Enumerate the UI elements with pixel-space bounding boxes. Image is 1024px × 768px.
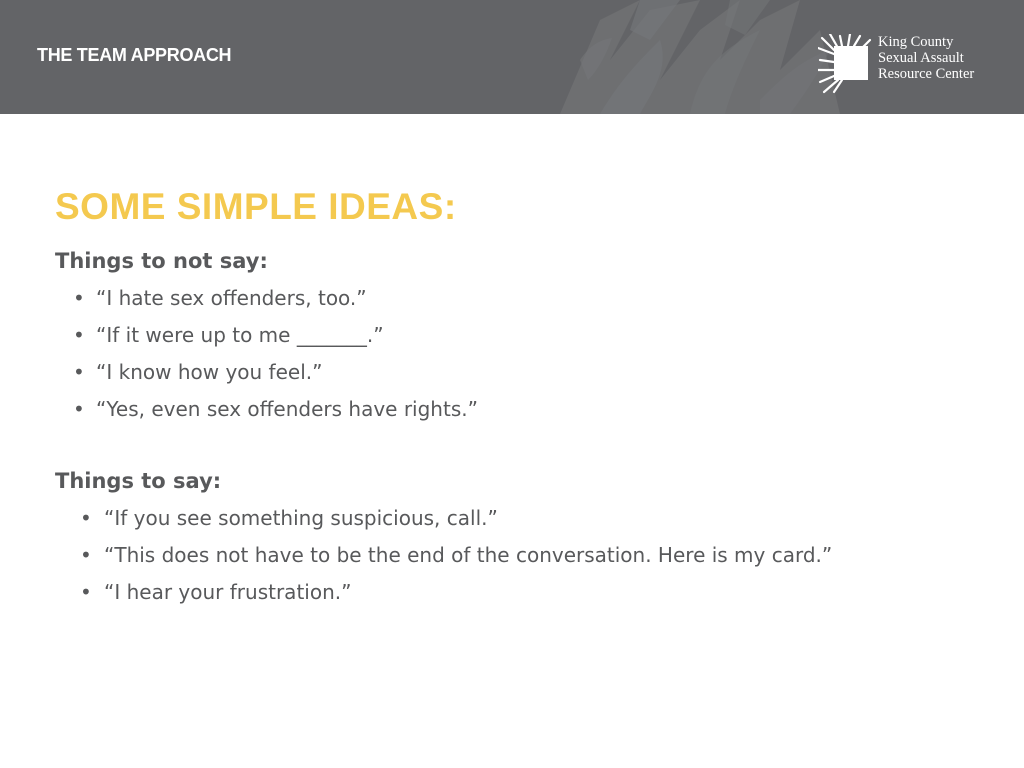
- list-item-text: “If you see something suspicious, call.”: [104, 506, 498, 530]
- sunburst-logo-icon: [818, 34, 874, 94]
- organization-logo: [818, 32, 1008, 96]
- things-not-to-say-group: [55, 248, 478, 422]
- bullet-icon: •: [73, 286, 85, 310]
- bullet-icon: •: [80, 506, 92, 530]
- slide-title: SOME SIMPLE IDEAS:: [55, 186, 457, 227]
- list-item-text: “I hear your frustration.”: [104, 580, 352, 604]
- slide-content: [55, 185, 995, 604]
- list-item: [55, 505, 832, 531]
- list-item: [55, 322, 478, 348]
- logo-line-3: Resource Center: [878, 66, 975, 82]
- list-item: [55, 579, 832, 605]
- group-heading: Things to say:: [55, 469, 222, 493]
- list-item-text: “I hate sex offenders, too.”: [96, 286, 367, 310]
- logo-line-2: Sexual Assault: [878, 50, 964, 66]
- bullet-list: [55, 285, 478, 422]
- list-item-text: “This does not have to be the end of the conversation. Here is my card.”: [104, 543, 833, 567]
- list-item: [55, 285, 478, 311]
- list-item-text: “If it were up to me _______.”: [96, 323, 384, 347]
- bullet-icon: •: [80, 580, 92, 604]
- group-heading: Things to not say:: [55, 249, 268, 273]
- list-item: [55, 359, 478, 385]
- list-item-text: “I know how you feel.”: [96, 360, 323, 384]
- things-to-say-group: [55, 468, 832, 605]
- logo-line-1: King County: [878, 34, 954, 50]
- bullet-list: [55, 505, 832, 605]
- bullet-icon: •: [73, 360, 85, 384]
- bullet-icon: •: [80, 543, 92, 567]
- bullet-icon: •: [73, 323, 85, 347]
- list-item-text: “Yes, even sex offenders have rights.”: [96, 397, 478, 421]
- list-item: [55, 396, 478, 422]
- bullet-icon: •: [73, 397, 85, 421]
- section-label: THE TEAM APPROACH: [37, 45, 232, 65]
- logo-wordmark: [878, 34, 974, 82]
- list-item: [55, 542, 832, 568]
- header-banner: [0, 0, 1024, 114]
